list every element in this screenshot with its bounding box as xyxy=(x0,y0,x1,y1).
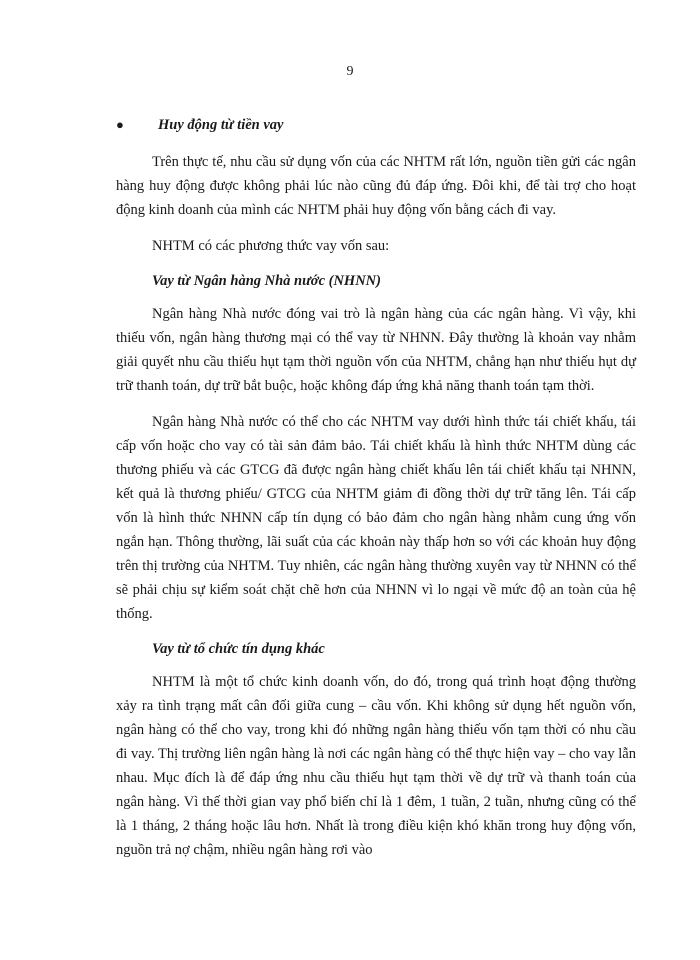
paragraph-intro: Trên thực tế, nhu cầu sử dụng vốn của các NHTM rất lớn, nguồn tiền gửi các ngân hàng huy động được không phải lúc nào cũng đủ đáp ứng. Đôi khi, để tài trợ cho hoạt động kinh doanh của mình các NHTM phải huy động vốn bằng cách đi vay. xyxy=(116,154,636,218)
page-content xyxy=(116,114,636,874)
paragraph-nhnn-role: Ngân hàng Nhà nước đóng vai trò là ngân hàng của các ngân hàng. Vì vậy, khi thiếu vốn, ngân hàng thương mại có thể vay từ NHNN. Đây thường là khoản vay nhằm giải quyết nhu cầu thiếu hụt tạm thời nguồn vốn của NHTM, chẳng hạn như thiếu hụt dự trữ thanh toán, dự trữ bắt buộc, hoặc không đáp ứng khả năng thanh toán tạm thời. xyxy=(116,306,636,394)
section-title: Huy động từ tiền vay xyxy=(158,117,284,133)
subheading-nhnn: Vay từ Ngân hàng Nhà nước (NHNN) xyxy=(152,273,381,289)
page-number: 9 xyxy=(346,64,354,79)
paragraph-nhnn-forms: Ngân hàng Nhà nước có thể cho các NHTM vay dưới hình thức tái chiết khấu, tái cấp vốn hoặc cho vay có tài sản đảm bảo. Tái chiết khấu là hình thức NHTM dùng các thương phiếu và các GTCG đã được ngân hàng chiết khấu lên tái chiết khấu tại NHNN, kết quả là thương phiếu/ GTCG của NHTM giảm đi đồng thời dự trữ tăng lên. Tái cấp vốn là hình thức NHNN cấp tín dụng có bảo đảm cho ngân hàng nhằm cung ứng vốn ngắn hạn. Thông thường, lãi suất của các khoản này thấp hơn so với các khoản huy động trên thị trường của NHTM. Tuy nhiên, các ngân hàng thường xuyên vay từ NHNN có thể sẽ phải chịu sự kiểm soát chặt chẽ hơn của NHNN vì lo ngại về mức độ an toàn của hệ thống. xyxy=(116,414,636,622)
paragraph-interbank: NHTM là một tổ chức kinh doanh vốn, do đó, trong quá trình hoạt động thường xảy ra tình trạng mất cân đối giữa cung – cầu vốn. Khi không sử dụng hết nguồn vốn, ngân hàng có thể cho vay, trong khi đó những ngân hàng thiếu vốn tạm thời có nhu cầu đi vay. Thị trường liên ngân hàng là nơi các ngân hàng có thể thực hiện vay – cho vay lẫn nhau. Mục đích là để đáp ứng nhu cầu thiếu hụt tạm thời về dự trữ và thanh toán của ngân hàng. Vì thế thời gian vay phổ biến chỉ là 1 đêm, 1 tuần, 2 tuần, nhưng cũng có thể là 1 tháng, 2 tháng hoặc lâu hơn. Nhất là trong điều kiện khó khăn trong huy động vốn, nguồn trả nợ chậm, nhiều ngân hàng rơi vào xyxy=(116,674,636,858)
section-heading xyxy=(116,114,636,136)
paragraph-methods: NHTM có các phương thức vay vốn sau: xyxy=(152,238,390,254)
bullet-icon: ● xyxy=(116,117,124,132)
subheading-other-institutions: Vay từ tổ chức tín dụng khác xyxy=(152,641,325,657)
